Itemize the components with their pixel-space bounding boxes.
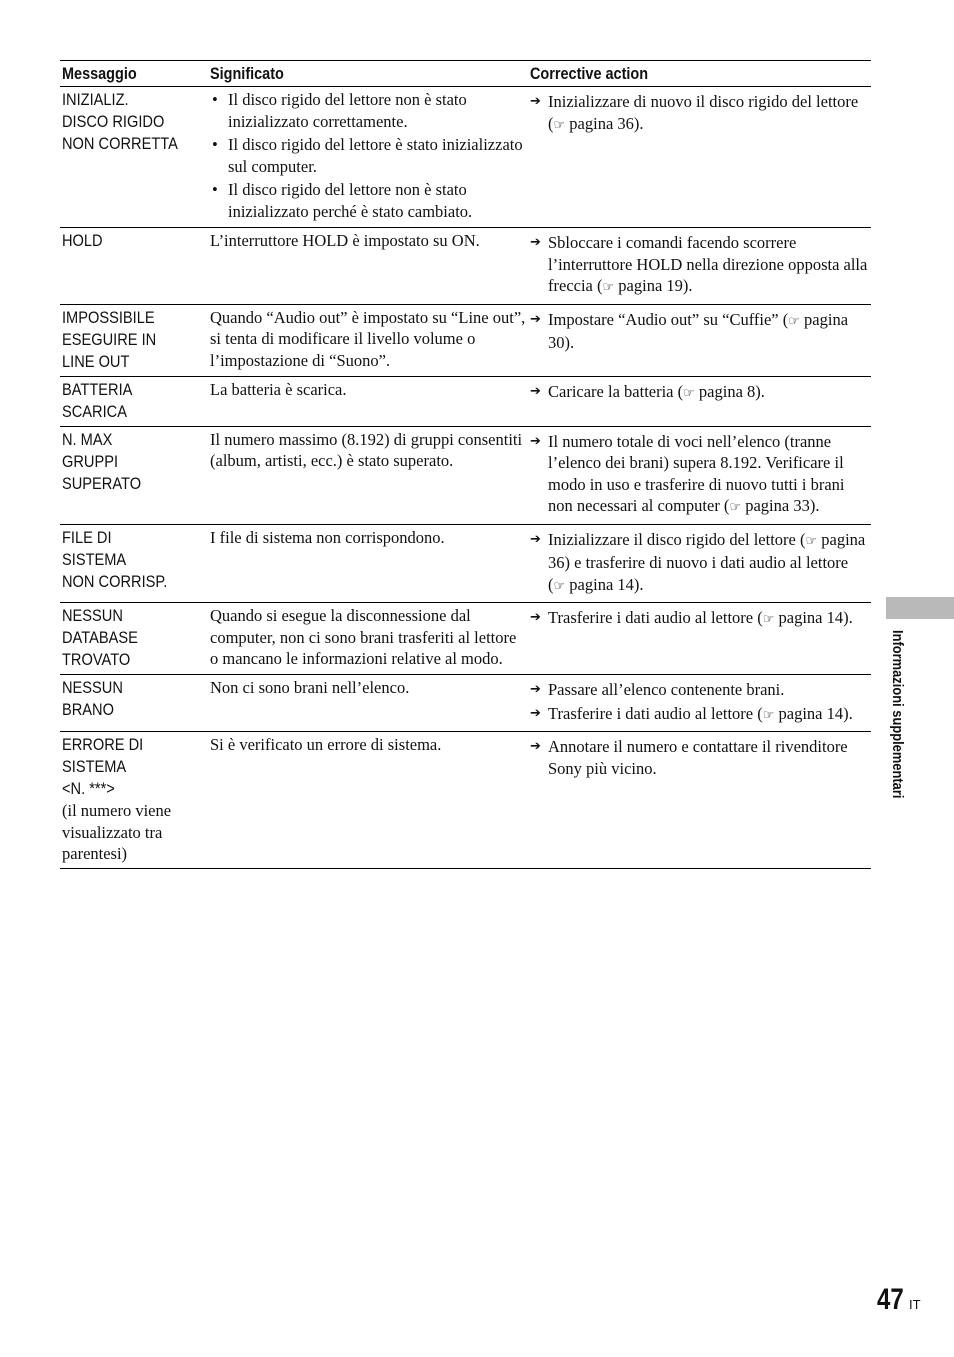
message-text: SCARICA bbox=[62, 401, 127, 421]
message-line bbox=[62, 627, 206, 649]
action-item bbox=[530, 529, 869, 598]
message-note: (il numero viene visualizzato tra parentesi) bbox=[62, 801, 172, 863]
meaning-bullet: • Il disco rigido del lettore non è stato inizializzato correttamente. bbox=[228, 89, 526, 132]
message-line bbox=[62, 473, 206, 495]
page-ref-icon: ☞ bbox=[553, 578, 566, 594]
action-item bbox=[530, 232, 869, 299]
message-line bbox=[62, 756, 206, 778]
page-ref-icon: ☞ bbox=[553, 117, 566, 133]
message-line bbox=[62, 549, 206, 571]
message-text: LINE OUT bbox=[62, 351, 130, 371]
meaning-cell bbox=[208, 603, 528, 675]
meaning-list bbox=[210, 89, 526, 222]
message-text: GRUPPI bbox=[62, 451, 119, 471]
header-message: Messaggio bbox=[60, 61, 208, 87]
page-ref-icon: ☞ bbox=[805, 533, 818, 549]
action-text: pagina 33). bbox=[741, 496, 820, 515]
message-text: BRANO bbox=[62, 700, 115, 719]
message-text: SISTEMA bbox=[62, 757, 127, 776]
arrow-icon: ➔ bbox=[530, 235, 541, 250]
message-cell bbox=[60, 524, 208, 603]
message-line bbox=[62, 307, 206, 329]
action-item bbox=[530, 607, 869, 631]
table-body bbox=[60, 87, 871, 869]
message-cell bbox=[60, 304, 208, 376]
message-line bbox=[62, 379, 206, 401]
action-text: pagina 14). bbox=[774, 608, 853, 627]
action-item bbox=[530, 91, 869, 136]
action-text: Trasferire i dati audio al lettore ( bbox=[548, 608, 763, 627]
message-text: DATABASE bbox=[62, 628, 138, 647]
message-line bbox=[62, 451, 206, 473]
header-meaning: Significato bbox=[208, 61, 528, 87]
table-row bbox=[60, 87, 871, 228]
message-text: NON CORRETTA bbox=[62, 134, 178, 153]
action-text: pagina 19). bbox=[614, 276, 693, 295]
meaning-cell bbox=[208, 304, 528, 376]
action-cell bbox=[528, 87, 871, 228]
action-cell bbox=[528, 603, 871, 675]
page-ref-icon: ☞ bbox=[762, 707, 775, 723]
message-line bbox=[62, 649, 206, 671]
message-cell bbox=[60, 732, 208, 869]
message-text: INIZIALIZ. bbox=[62, 90, 129, 109]
message-line bbox=[62, 89, 206, 111]
arrow-icon: ➔ bbox=[530, 739, 541, 754]
message-line bbox=[62, 329, 206, 351]
message-line bbox=[62, 699, 206, 721]
message-line bbox=[62, 605, 206, 627]
arrow-icon: ➔ bbox=[530, 705, 541, 721]
arrow-icon: ➔ bbox=[530, 682, 541, 697]
message-cell bbox=[60, 426, 208, 524]
meaning-cell bbox=[208, 426, 528, 524]
action-item bbox=[530, 736, 869, 779]
meaning-text: L’interruttore HOLD è impostato su ON. bbox=[210, 231, 480, 250]
action-text: Inizializzare il disco rigido del lettore ( bbox=[548, 529, 806, 549]
meaning-cell bbox=[208, 675, 528, 732]
message-text: N. MAX bbox=[62, 429, 113, 449]
arrow-icon: ➔ bbox=[530, 433, 541, 449]
page-ref-icon: ☞ bbox=[683, 385, 695, 401]
message-line bbox=[62, 778, 206, 800]
arrow-icon: ➔ bbox=[530, 311, 541, 327]
action-text: pagina 14). bbox=[774, 703, 853, 723]
meaning-text: I file di sistema non corrispondono. bbox=[210, 527, 445, 547]
action-cell bbox=[528, 675, 871, 732]
message-text: NESSUN bbox=[62, 678, 123, 697]
meaning-text: Quando “Audio out” è impostato su “Line out”, si tenta di modificare il livello volume o l’impostazione di “Suono”. bbox=[210, 307, 526, 370]
message-line bbox=[62, 401, 206, 423]
action-cell bbox=[528, 732, 871, 869]
action-text: pagina 14). bbox=[565, 574, 644, 594]
table-row bbox=[60, 228, 871, 305]
message-text: SISTEMA bbox=[62, 549, 127, 569]
meaning-text: Quando si esegue la disconnessione dal computer, non ci sono brani trasferiti al lettore o mancano le informazioni relative al modo. bbox=[210, 606, 517, 668]
message-text: ESEGUIRE IN bbox=[62, 329, 157, 349]
meaning-text: Non ci sono brani nell’elenco. bbox=[210, 678, 410, 697]
table-row bbox=[60, 603, 871, 675]
message-line bbox=[62, 527, 206, 549]
meaning-text: La batteria è scarica. bbox=[210, 379, 347, 399]
action-item bbox=[530, 431, 869, 519]
message-text: ERRORE DI bbox=[62, 735, 144, 754]
message-line bbox=[62, 571, 206, 593]
arrow-icon: ➔ bbox=[530, 94, 541, 109]
page-ref-icon: ☞ bbox=[729, 500, 742, 515]
table-row bbox=[60, 524, 871, 603]
arrow-icon: ➔ bbox=[530, 531, 541, 547]
action-item bbox=[530, 679, 869, 701]
meaning-bullet: • Il disco rigido del lettore è stato inizializzato sul computer. bbox=[228, 134, 526, 177]
message-cell bbox=[60, 675, 208, 732]
meaning-text: Si è verificato un errore di sistema. bbox=[210, 735, 442, 754]
page-ref-icon: ☞ bbox=[762, 612, 775, 627]
message-text: NON CORRISP. bbox=[62, 571, 168, 591]
action-text: Sbloccare i comandi facendo scorrere l’interruttore HOLD nella direzione opposta alla freccia ( bbox=[548, 233, 868, 295]
action-text: Trasferire i dati audio al lettore ( bbox=[548, 703, 763, 723]
message-line bbox=[62, 111, 206, 133]
action-text: pagina 30). bbox=[548, 309, 849, 352]
message-text: HOLD bbox=[62, 231, 103, 250]
action-text: pagina 8). bbox=[694, 381, 765, 401]
page-ref-icon: ☞ bbox=[788, 313, 800, 329]
arrow-icon: ➔ bbox=[530, 383, 541, 399]
message-line bbox=[62, 734, 206, 756]
action-text: Caricare la batteria ( bbox=[548, 381, 684, 401]
arrow-icon: ➔ bbox=[530, 610, 541, 625]
message-text: BATTERIA bbox=[62, 379, 133, 399]
action-text: pagina 36) e trasferire di nuovo i dati audio al lettore ( bbox=[548, 529, 866, 594]
page-number: 47 IT bbox=[877, 1283, 921, 1316]
messages-table bbox=[60, 60, 871, 869]
action-item bbox=[530, 381, 869, 405]
message-text: SUPERATO bbox=[62, 473, 142, 493]
meaning-cell bbox=[208, 524, 528, 603]
action-text: Annotare il numero e contattare il rivenditore Sony più vicino. bbox=[548, 737, 848, 778]
table-row bbox=[60, 376, 871, 426]
page-ref-icon: ☞ bbox=[602, 280, 615, 295]
meaning-cell bbox=[208, 376, 528, 426]
action-text: Inizializzare di nuovo il disco rigido del lettore ( bbox=[548, 92, 859, 133]
action-item bbox=[530, 703, 869, 727]
table-row bbox=[60, 675, 871, 732]
message-cell bbox=[60, 603, 208, 675]
message-text: FILE DI bbox=[62, 527, 112, 547]
section-side-label: Informazioni supplementari bbox=[889, 630, 906, 799]
message-cell bbox=[60, 376, 208, 426]
meaning-text: Il numero massimo (8.192) di gruppi consentiti (album, artisti, ecc.) è stato superato. bbox=[210, 429, 523, 470]
table-row bbox=[60, 304, 871, 376]
message-text: IMPOSSIBILE bbox=[62, 307, 155, 327]
meaning-bullet: • Il disco rigido del lettore non è stato inizializzato perché è stato cambiato. bbox=[228, 179, 526, 222]
meaning-cell bbox=[208, 87, 528, 228]
message-text: DISCO RIGIDO bbox=[62, 112, 165, 131]
action-cell bbox=[528, 376, 871, 426]
meaning-cell bbox=[208, 732, 528, 869]
action-cell bbox=[528, 228, 871, 305]
message-line bbox=[62, 351, 206, 373]
action-cell bbox=[528, 426, 871, 524]
action-text: Il numero totale di voci nell’elenco (tranne l’elenco dei brani) supera 8.192. Verificare il modo in uso e trasferire di nuovo tutti i brani non necessari al computer ( bbox=[548, 431, 845, 515]
action-text: pagina 36). bbox=[565, 113, 644, 133]
action-cell bbox=[528, 524, 871, 603]
message-line bbox=[62, 133, 206, 155]
message-text: <N. ***> bbox=[62, 779, 115, 798]
action-item bbox=[530, 309, 869, 354]
action-text: Passare all’elenco contenente brani. bbox=[548, 680, 785, 699]
message-cell bbox=[60, 228, 208, 305]
message-line bbox=[62, 230, 206, 252]
section-tab-marker bbox=[886, 597, 954, 619]
table-row bbox=[60, 426, 871, 524]
message-text: TROVATO bbox=[62, 650, 131, 669]
message-text: NESSUN bbox=[62, 606, 123, 625]
meaning-cell bbox=[208, 228, 528, 305]
table-header-row bbox=[60, 61, 871, 87]
header-action: Corrective action bbox=[528, 61, 871, 87]
message-line bbox=[62, 429, 206, 451]
message-cell bbox=[60, 87, 208, 228]
action-cell bbox=[528, 304, 871, 376]
action-text: Impostare “Audio out” su “Cuffie” ( bbox=[548, 309, 789, 329]
troubleshooting-table-container bbox=[60, 60, 871, 869]
message-line bbox=[62, 677, 206, 699]
table-row bbox=[60, 732, 871, 869]
